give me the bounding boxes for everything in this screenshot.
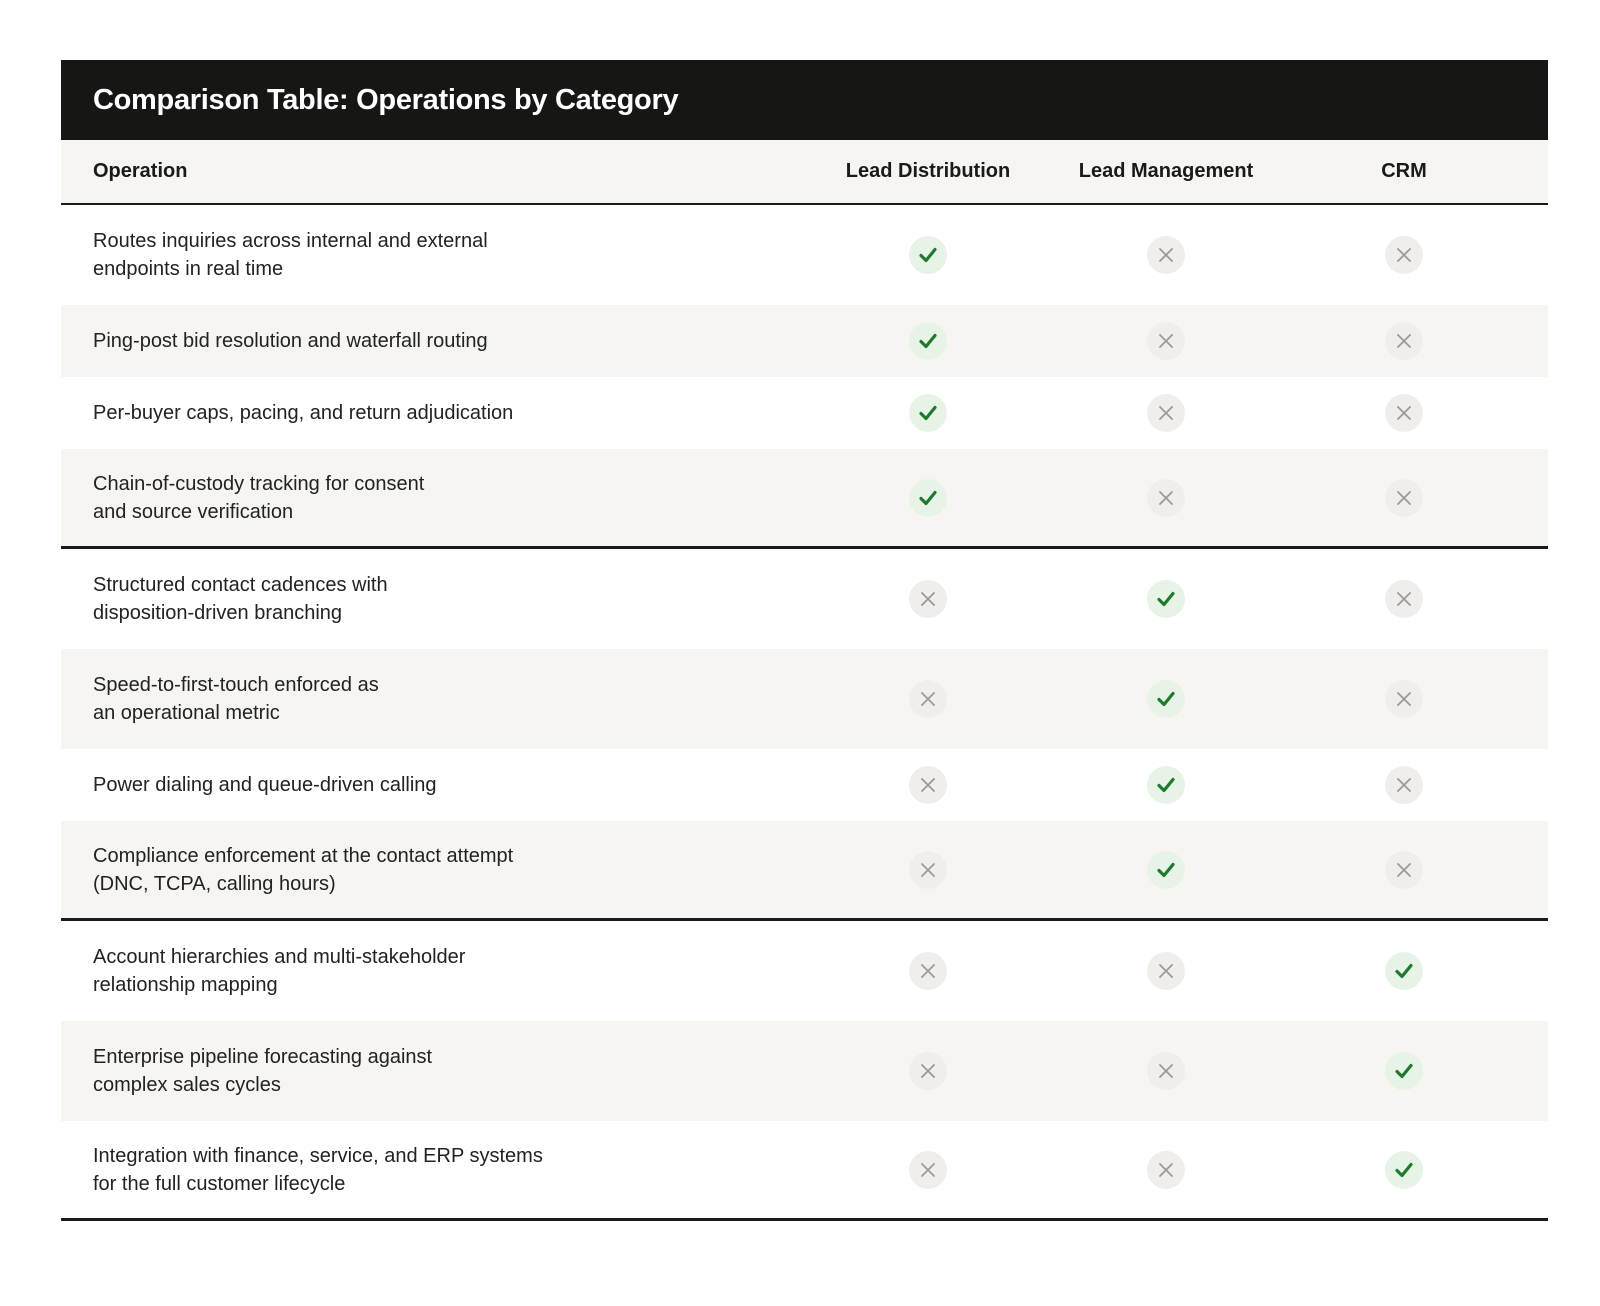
table-row xyxy=(61,749,1548,821)
cross-icon xyxy=(1385,322,1423,360)
operation-cell xyxy=(61,399,809,427)
operation-text-line: Speed-to-first-touch enforced as xyxy=(93,674,379,696)
operation-text-line: Ping-post bid resolution and waterfall routing xyxy=(93,330,488,352)
operation-cell xyxy=(61,671,809,727)
table-row xyxy=(61,205,1548,305)
cell-lead-management xyxy=(1047,479,1285,517)
operation-text-line: Compliance enforcement at the contact attempt xyxy=(93,844,514,867)
cross-icon xyxy=(1147,952,1185,990)
cell-lead-distribution xyxy=(809,479,1047,517)
cell-crm xyxy=(1285,1151,1523,1189)
cell-crm xyxy=(1285,680,1523,718)
cross-icon xyxy=(909,952,947,990)
operation-text-line: disposition-driven branching xyxy=(93,602,343,624)
cross-icon xyxy=(1385,394,1423,432)
cross-icon xyxy=(909,851,947,889)
operation-text-line: Enterprise pipeline forecasting against xyxy=(93,1046,433,1068)
cell-lead-management xyxy=(1047,236,1285,274)
operation-text-line: Chain-of-custody tracking for consent xyxy=(93,472,425,495)
cell-lead-distribution xyxy=(809,952,1047,990)
cross-icon xyxy=(1147,236,1185,274)
table-row xyxy=(61,921,1548,1021)
cross-icon xyxy=(1147,1151,1185,1189)
table-row xyxy=(61,377,1548,449)
check-icon xyxy=(909,236,947,274)
cell-lead-management xyxy=(1047,322,1285,360)
cell-crm xyxy=(1285,1052,1523,1090)
table-row xyxy=(61,821,1548,921)
operation-text-line: Power dialing and queue-driven calling xyxy=(93,774,437,796)
check-icon xyxy=(1147,851,1185,889)
check-icon xyxy=(909,479,947,517)
cell-lead-distribution xyxy=(809,394,1047,432)
cross-icon xyxy=(1385,236,1423,274)
table-row xyxy=(61,1021,1548,1121)
cell-crm xyxy=(1285,851,1523,889)
cross-icon xyxy=(909,680,947,718)
table-title-bar xyxy=(61,60,1548,140)
cell-crm xyxy=(1285,766,1523,804)
cross-icon xyxy=(909,1052,947,1090)
operation-text-line: Account hierarchies and multi-stakeholder xyxy=(93,946,466,968)
cell-lead-distribution xyxy=(809,851,1047,889)
cell-lead-distribution xyxy=(809,680,1047,718)
operation-cell xyxy=(61,771,809,799)
cell-lead-management xyxy=(1047,1151,1285,1189)
cross-icon xyxy=(1385,580,1423,618)
operation-cell xyxy=(61,571,809,627)
table-header-row xyxy=(61,140,1548,205)
check-icon xyxy=(909,322,947,360)
operation-text-line: for the full customer lifecycle xyxy=(93,1172,346,1195)
cell-lead-distribution xyxy=(809,580,1047,618)
operation-text-line: Routes inquiries across internal and external xyxy=(93,230,488,252)
check-icon xyxy=(1147,766,1185,804)
operation-text-line: an operational metric xyxy=(93,702,280,724)
check-icon xyxy=(1147,580,1185,618)
cross-icon xyxy=(1147,1052,1185,1090)
operation-text-line: Integration with finance, service, and ERP systems xyxy=(93,1144,543,1167)
table-row xyxy=(61,1121,1548,1221)
operation-text-line: complex sales cycles xyxy=(93,1074,281,1096)
operation-cell xyxy=(61,1043,809,1099)
operation-text-line: and source verification xyxy=(93,500,294,523)
cell-crm xyxy=(1285,580,1523,618)
operation-cell xyxy=(61,943,809,999)
cell-lead-distribution xyxy=(809,1052,1047,1090)
operation-cell xyxy=(61,842,809,898)
cross-icon xyxy=(1147,394,1185,432)
check-icon xyxy=(1385,952,1423,990)
cross-icon xyxy=(1147,322,1185,360)
cell-crm xyxy=(1285,952,1523,990)
cross-icon xyxy=(909,580,947,618)
operation-cell xyxy=(61,227,809,283)
cell-crm xyxy=(1285,236,1523,274)
cross-icon xyxy=(1385,851,1423,889)
operation-text-line: Per-buyer caps, pacing, and return adjudication xyxy=(93,402,514,424)
operation-text-line: relationship mapping xyxy=(93,974,278,996)
table-row xyxy=(61,649,1548,749)
cell-lead-management xyxy=(1047,680,1285,718)
cross-icon xyxy=(909,1151,947,1189)
cell-lead-distribution xyxy=(809,236,1047,274)
check-icon xyxy=(1147,680,1185,718)
header-lead-management: Lead Management xyxy=(1078,160,1254,182)
cross-icon xyxy=(909,766,947,804)
cell-crm xyxy=(1285,479,1523,517)
table-title: Comparison Table: Operations by Category xyxy=(93,83,679,116)
check-icon xyxy=(1385,1151,1423,1189)
cross-icon xyxy=(1385,680,1423,718)
cell-lead-distribution xyxy=(809,1151,1047,1189)
operation-cell xyxy=(61,1142,809,1198)
cell-lead-distribution xyxy=(809,766,1047,804)
operation-cell xyxy=(61,470,809,526)
cell-lead-management xyxy=(1047,394,1285,432)
cell-lead-management xyxy=(1047,1052,1285,1090)
operation-cell xyxy=(61,327,809,355)
table-row xyxy=(61,449,1548,549)
cross-icon xyxy=(1147,479,1185,517)
header-operation: Operation xyxy=(93,160,188,182)
operation-text-line: Structured contact cadences with xyxy=(93,574,388,596)
comparison-table xyxy=(61,60,1548,1221)
header-crm: CRM xyxy=(1381,160,1427,182)
cell-lead-management xyxy=(1047,952,1285,990)
cell-lead-management xyxy=(1047,851,1285,889)
cross-icon xyxy=(1385,479,1423,517)
operation-text-line: endpoints in real time xyxy=(93,258,284,280)
cell-crm xyxy=(1285,322,1523,360)
operation-text-line: (DNC, TCPA, calling hours) xyxy=(93,872,336,895)
table-row xyxy=(61,305,1548,377)
check-icon xyxy=(909,394,947,432)
table-row xyxy=(61,549,1548,649)
cross-icon xyxy=(1385,766,1423,804)
cell-lead-management xyxy=(1047,580,1285,618)
cell-lead-management xyxy=(1047,766,1285,804)
header-lead-distribution: Lead Distribution xyxy=(845,160,1011,182)
cell-lead-distribution xyxy=(809,322,1047,360)
check-icon xyxy=(1385,1052,1423,1090)
cell-crm xyxy=(1285,394,1523,432)
